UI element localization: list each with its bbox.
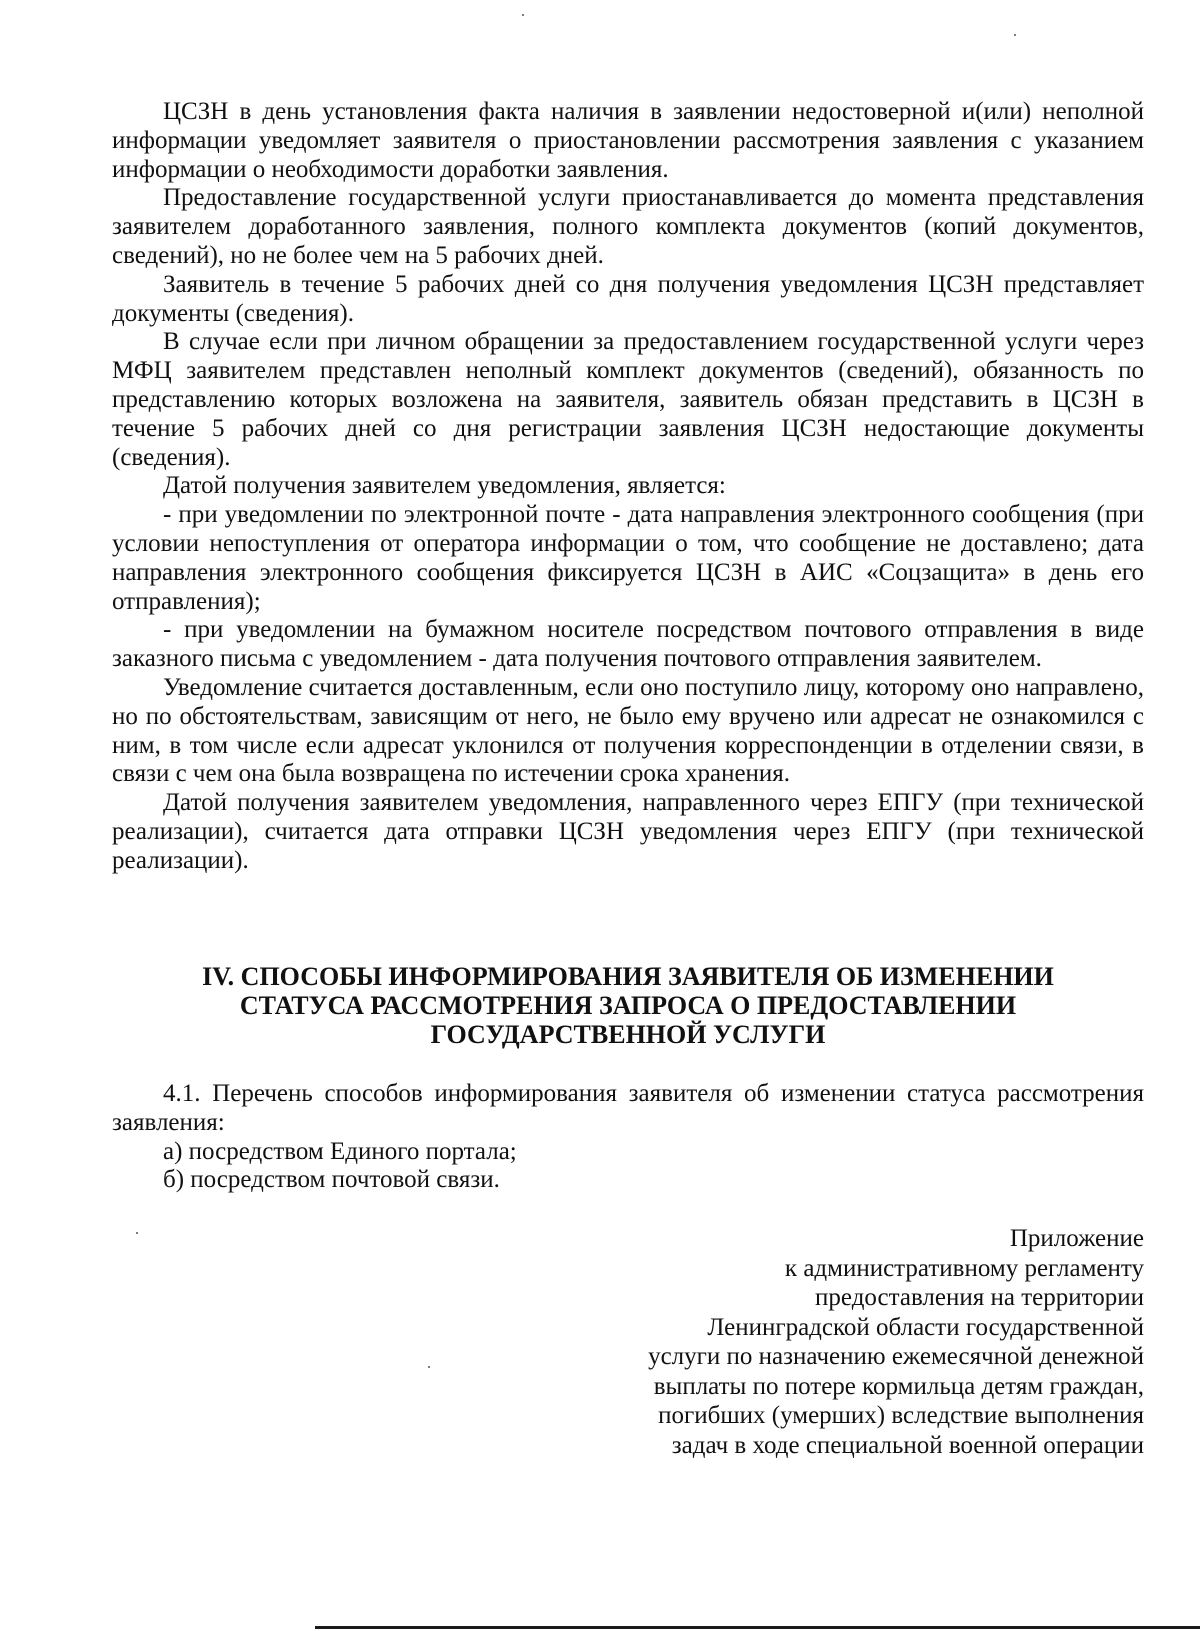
scan-edge-line: [315, 1626, 1200, 1629]
appendix-line: задач в ходе специальной военной операции: [671, 1431, 1144, 1459]
paragraph-delivery-considered: Уведомление считается доставленным, если оно поступило лицу, которому оно направлено, но по обстоятельствам, зависящим от него, не было ему вручено или адресат не ознакомился с ним, в том числе если адресат уклонился от получения корреспонденции в отделении связи, в связи с чем она была возвращена по истечении срока хранения.: [112, 673, 1144, 788]
section-heading-line: СТАТУСА РАССМОТРЕНИЯ ЗАПРОСА О ПРЕДОСТАВЛЕНИИ: [239, 991, 1017, 1020]
appendix-line: услуги по назначению ежемесячной денежной: [648, 1343, 1144, 1370]
scan-speck: [428, 1366, 430, 1368]
paragraph-mfc-incomplete: В случае если при личном обращении за предоставлением государственной услуги через МФЦ заявителем представлен неполный комплект документов (сведений), обязанность по представлению которых возложена на заявителя, заявитель обязан представить в ЦСЗН в течение 5 рабочих дней со дня регистрации заявления ЦСЗН недостающие документы (сведения).: [112, 328, 1144, 471]
scan-speck: [1014, 34, 1016, 36]
paragraph-documents-deadline: Заявитель в течение 5 рабочих дней со дня получения уведомления ЦСЗН представляет документы (сведения).: [112, 270, 1144, 327]
paragraph-suspension-term: Предоставление государственной услуги приостанавливается до момента представления заявителем доработанного заявления, полного комплекта документов (копий документов, сведений), но не более чем на 5 рабочих дней.: [112, 184, 1144, 269]
appendix-line: предоставления на территории: [815, 1284, 1144, 1311]
appendix-line: погибших (умерших) вследствие выполнения: [658, 1402, 1144, 1429]
paragraph-notification-date-intro: Датой получения заявителем уведомления, является:: [163, 472, 726, 500]
paragraph-suspension-notice: ЦСЗН в день установления факта наличия в заявлении недостоверной и(или) неполной информации уведомляет заявителя о приостановлении рассмотрения заявления с указанием информации о необходимости доработки заявления.: [112, 98, 1144, 183]
appendix-note: [540, 1224, 1144, 1460]
paragraph-email-notification: - при уведомлении по электронной почте - дата направления электронного сообщения (при условии непоступления от оператора информации о том, что сообщение не доставлено; дата направления электронного сообщения фиксируется ЦСЗН в АИС «Соцзащита» в день его отправления);: [112, 501, 1144, 615]
section-heading-line: IV. СПОСОБЫ ИНФОРМИРОВАНИЯ ЗАЯВИТЕЛЯ ОБ ИЗМЕНЕНИИ: [202, 962, 1054, 991]
section-heading: [112, 962, 1144, 1049]
appendix-line: Ленинградской области государственной: [707, 1313, 1144, 1341]
section-text: [112, 1080, 1144, 1195]
section-heading-line: ГОСУДАРСТВЕННОЙ УСЛУГИ: [430, 1020, 826, 1049]
appendix-line: выплаты по потере кормильца детям граждан,: [653, 1372, 1144, 1400]
appendix-line: Приложение: [1009, 1225, 1144, 1252]
list-item-postal-service: б) посредством почтовой связи.: [163, 1166, 500, 1194]
appendix-line: к административному регламенту: [784, 1254, 1144, 1282]
paragraph-epgu-notification: Датой получения заявителем уведомления, направленного через ЕПГУ (при технической реализации), считается дата отправки ЦСЗН уведомления через ЕПГУ (при технической реализации).: [112, 789, 1144, 874]
scan-speck: [136, 1232, 138, 1234]
list-item-unified-portal: а) посредством Единого портала;: [163, 1137, 517, 1165]
body-text: [112, 98, 1144, 876]
scan-speck: [522, 14, 524, 16]
paragraph-paper-notification: - при уведомлении на бумажном носителе посредством почтового отправления в виде заказного письма с уведомлением - дата получения почтового отправления заявителем.: [112, 616, 1144, 673]
paragraph-methods-list-intro: 4.1. Перечень способов информирования заявителя об изменении статуса рассмотрения заявления:: [112, 1080, 1144, 1136]
